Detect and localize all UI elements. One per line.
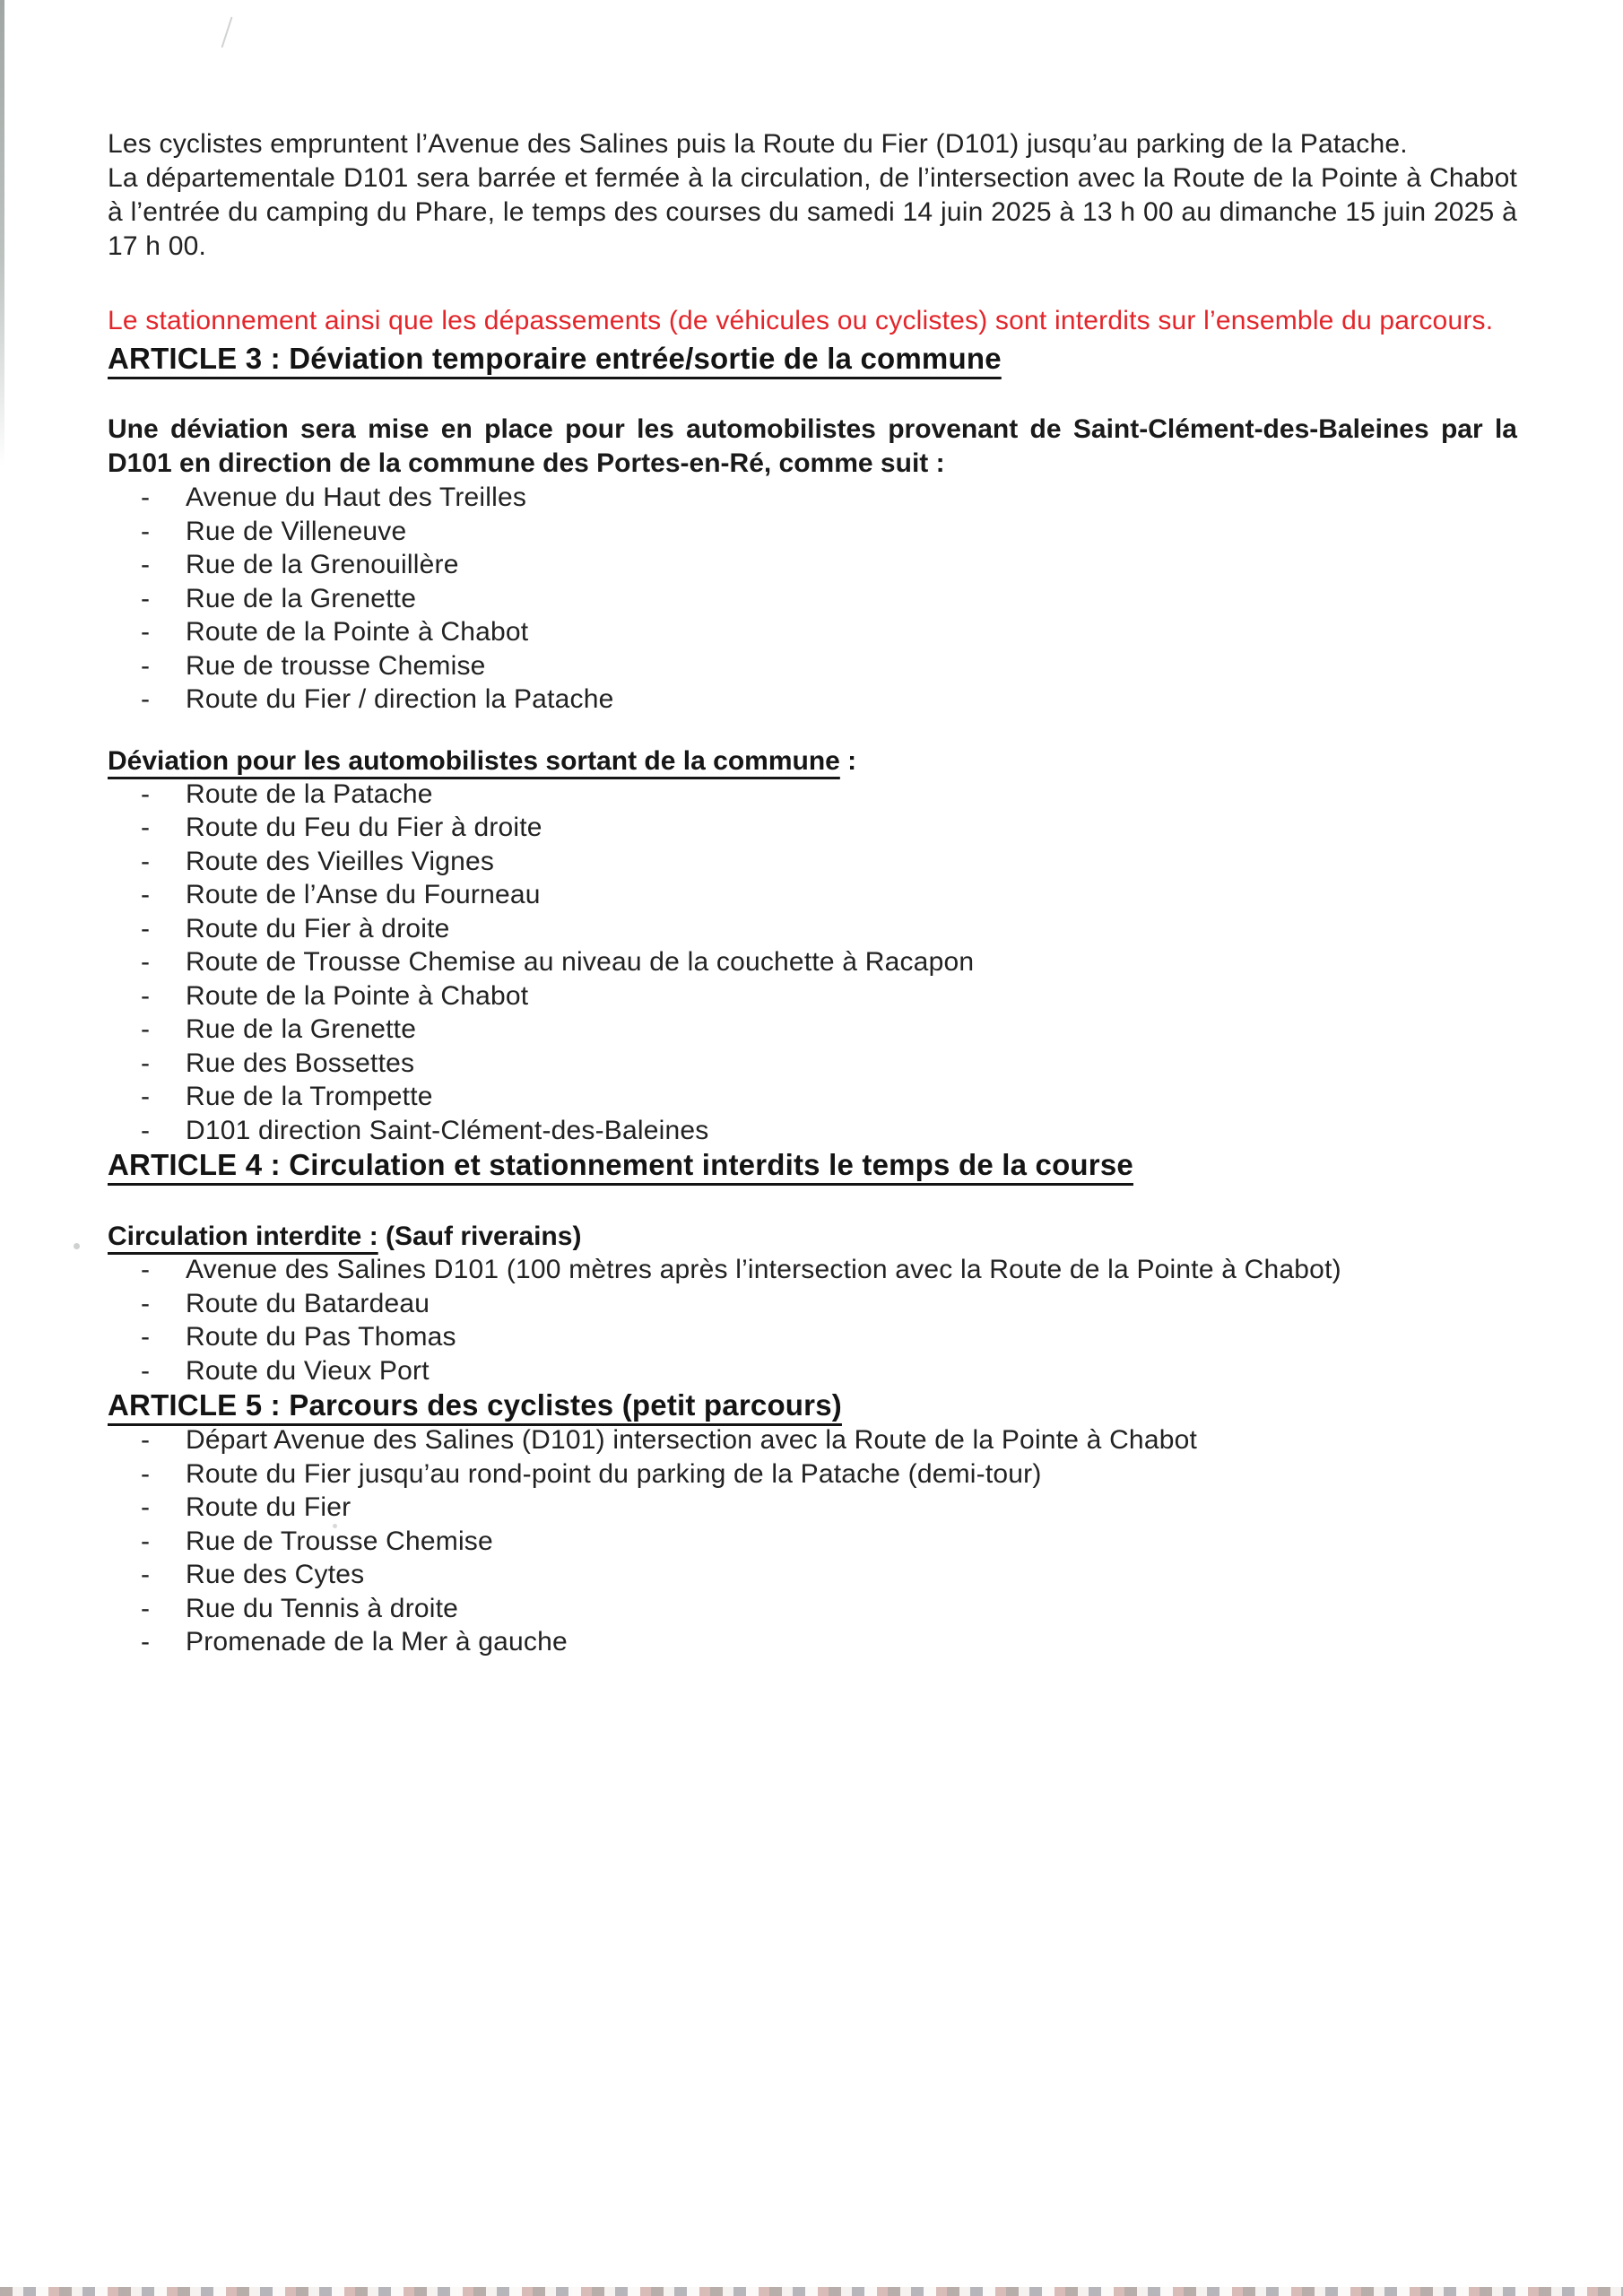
list-item: [108, 912, 1517, 946]
bullet-dash: -: [141, 1115, 151, 1145]
list-item-text: Rue de la Grenette: [186, 1014, 417, 1044]
list-item: [108, 845, 1517, 879]
article3-intro-paragraph: Une déviation sera mise en place pour les automobilistes provenant de Saint-Clément-des-Baleines par la D101 en direction de la commune des Portes-en-Ré, comme suit :: [108, 414, 1517, 478]
list-item: [108, 1558, 1517, 1592]
bullet-dash: -: [141, 1593, 151, 1623]
list-item: [108, 615, 1517, 649]
list-item-text: Route du Fier: [186, 1492, 352, 1522]
deviation-exit-subheading: [108, 745, 1517, 778]
bullet-dash: -: [141, 813, 151, 842]
bullet-dash: -: [141, 550, 151, 579]
bullet-dash: -: [141, 913, 151, 944]
list-item: [108, 1047, 1517, 1081]
list-item: [108, 1287, 1517, 1321]
list-item: [108, 945, 1517, 979]
list-item: [108, 1114, 1517, 1148]
bullet-dash: -: [141, 1627, 151, 1657]
list-item-text: Route de l’Anse du Fourneau: [186, 880, 541, 909]
list-item-text: Route de la Pointe à Chabot: [186, 617, 529, 647]
list-item-text: Route du Fier à droite: [186, 913, 450, 944]
list-item: [108, 1253, 1517, 1287]
list-item-text: Rue du Tennis à droite: [186, 1593, 459, 1623]
list-item: [108, 811, 1517, 845]
scan-artifact-bottom-edge: [0, 2287, 1623, 2296]
bullet-dash: -: [141, 516, 151, 546]
list-item-text: Route de la Pointe à Chabot: [186, 980, 529, 1011]
paragraph-cyclists-route: Les cyclistes empruntent l’Avenue des Salines puis la Route du Fier (D101) jusqu’au parking de la Patache.: [108, 129, 1408, 159]
list-item: [108, 1080, 1517, 1114]
list-item-text: Route des Vieilles Vignes: [186, 846, 495, 876]
list-item-text: Route du Batardeau: [186, 1288, 430, 1318]
bullet-dash: -: [141, 1560, 151, 1589]
circulation-interdite-subheading: [108, 1221, 1517, 1253]
sauf-riverains-text: (Sauf riverains): [378, 1222, 582, 1251]
scan-artifact-left-edge: [0, 0, 4, 466]
bullet-dash: -: [141, 1322, 151, 1352]
bullet-dash: -: [141, 1425, 151, 1455]
list-item-text: Route du Vieux Port: [186, 1355, 430, 1386]
list-item: [108, 778, 1517, 812]
list-item-text: D101 direction Saint-Clément-des-Baleines: [186, 1115, 709, 1145]
bullet-dash: -: [141, 947, 151, 977]
bullet-dash: -: [141, 483, 151, 512]
list-item: [108, 1457, 1517, 1492]
scan-artifact-speck: [74, 1243, 80, 1249]
list-item-text: Rue de la Grenette: [186, 583, 417, 613]
list-item: [108, 1013, 1517, 1047]
list-item: [108, 1320, 1517, 1354]
bullet-dash: -: [141, 1526, 151, 1556]
list-item: [108, 548, 1517, 582]
bullet-dash: -: [141, 1458, 151, 1489]
article3-heading-text: ARTICLE 3 : Déviation temporaire entrée/sortie de la commune: [108, 342, 1002, 375]
bullet-dash: -: [141, 1255, 151, 1284]
list-item-text: Route du Feu du Fier à droite: [186, 813, 542, 842]
bullet-dash: -: [141, 980, 151, 1011]
paragraph-road-closure: La départementale D101 sera barrée et fermée à la circulation, de l’intersection avec la Route de la Pointe à Chabot à l’entrée du camping du Phare, le temps des courses du samedi 14 juin 2025 à 13 h 00 au dimanche 15 juin 2025 à 17 h 00.: [108, 163, 1517, 261]
list-item-text: Route du Pas Thomas: [186, 1322, 456, 1352]
bullet-dash: -: [141, 778, 151, 809]
bullet-dash: -: [141, 1355, 151, 1386]
bullet-dash: -: [141, 684, 151, 714]
list-item-text: Rue de trousse Chemise: [186, 650, 486, 681]
list-item-text: Avenue des Salines D101 (100 mètres après l’intersection avec la Route de la Pointe à Chabot): [186, 1255, 1341, 1284]
warning-paragraph-red: Le stationnement ainsi que les dépassements (de véhicules ou cyclistes) sont interdits sur l’ensemble du parcours.: [108, 306, 1494, 335]
list-item: [108, 1625, 1517, 1659]
bullet-dash: -: [141, 1288, 151, 1318]
list-item: [108, 515, 1517, 549]
list-item: [108, 1525, 1517, 1559]
list-item: [108, 878, 1517, 912]
list-item-text: Rue de la Trompette: [186, 1082, 433, 1111]
article3-heading: [108, 341, 1517, 377]
list-item: [108, 683, 1517, 717]
list-item: [108, 481, 1517, 515]
list-item-text: Rue des Bossettes: [186, 1048, 415, 1078]
article4-heading-text: ARTICLE 4 : Circulation et stationnement interdits le temps de la course: [108, 1148, 1133, 1181]
bullet-dash: -: [141, 583, 151, 613]
list-item-text: Route du Fier jusqu’au rond-point du parking de la Patache (demi-tour): [186, 1458, 1042, 1489]
list-item-text: Départ Avenue des Salines (D101) intersection avec la Route de la Pointe à Chabot: [186, 1425, 1198, 1455]
list-item-text: Promenade de la Mer à gauche: [186, 1627, 568, 1657]
parcours-cyclistes-street-list: [108, 1423, 1517, 1659]
bullet-dash: -: [141, 880, 151, 909]
bullet-dash: -: [141, 1082, 151, 1111]
scan-artifact-speck: [333, 1524, 337, 1528]
deviation-entry-street-list: [108, 481, 1517, 717]
circulation-interdite-text: Circulation interdite :: [108, 1222, 378, 1251]
bullet-dash: -: [141, 1048, 151, 1078]
bullet-dash: -: [141, 1014, 151, 1044]
list-item: [108, 1423, 1517, 1457]
article5-heading-text: ARTICLE 5 : Parcours des cyclistes (petit parcours): [108, 1388, 842, 1422]
list-item: [108, 1354, 1517, 1388]
bullet-dash: -: [141, 617, 151, 647]
article4-heading: [108, 1147, 1517, 1183]
list-item-text: Route de Trousse Chemise au niveau de la couchette à Racapon: [186, 947, 975, 977]
bullet-dash: -: [141, 846, 151, 876]
list-item: [108, 1491, 1517, 1525]
list-item: [108, 979, 1517, 1013]
list-item-text: Rue de Villeneuve: [186, 516, 407, 546]
list-item-text: Avenue du Haut des Treilles: [186, 483, 527, 512]
list-item-text: Route du Fier / direction la Patache: [186, 684, 614, 714]
list-item: [108, 1592, 1517, 1626]
deviation-exit-subheading-colon: :: [839, 745, 857, 776]
circulation-interdite-street-list: [108, 1253, 1517, 1387]
list-item-text: Route de la Patache: [186, 778, 433, 809]
bullet-dash: -: [141, 650, 151, 681]
article5-heading: [108, 1387, 1517, 1423]
deviation-exit-subheading-text: Déviation pour les automobilistes sortant de la commune: [108, 745, 840, 776]
list-item-text: Rue de Trousse Chemise: [186, 1526, 493, 1556]
list-item: [108, 582, 1517, 616]
deviation-exit-street-list: [108, 778, 1517, 1148]
list-item: [108, 649, 1517, 683]
bullet-dash: -: [141, 1492, 151, 1522]
list-item-text: Rue des Cytes: [186, 1560, 365, 1589]
list-item-text: Rue de la Grenouillère: [186, 550, 459, 579]
